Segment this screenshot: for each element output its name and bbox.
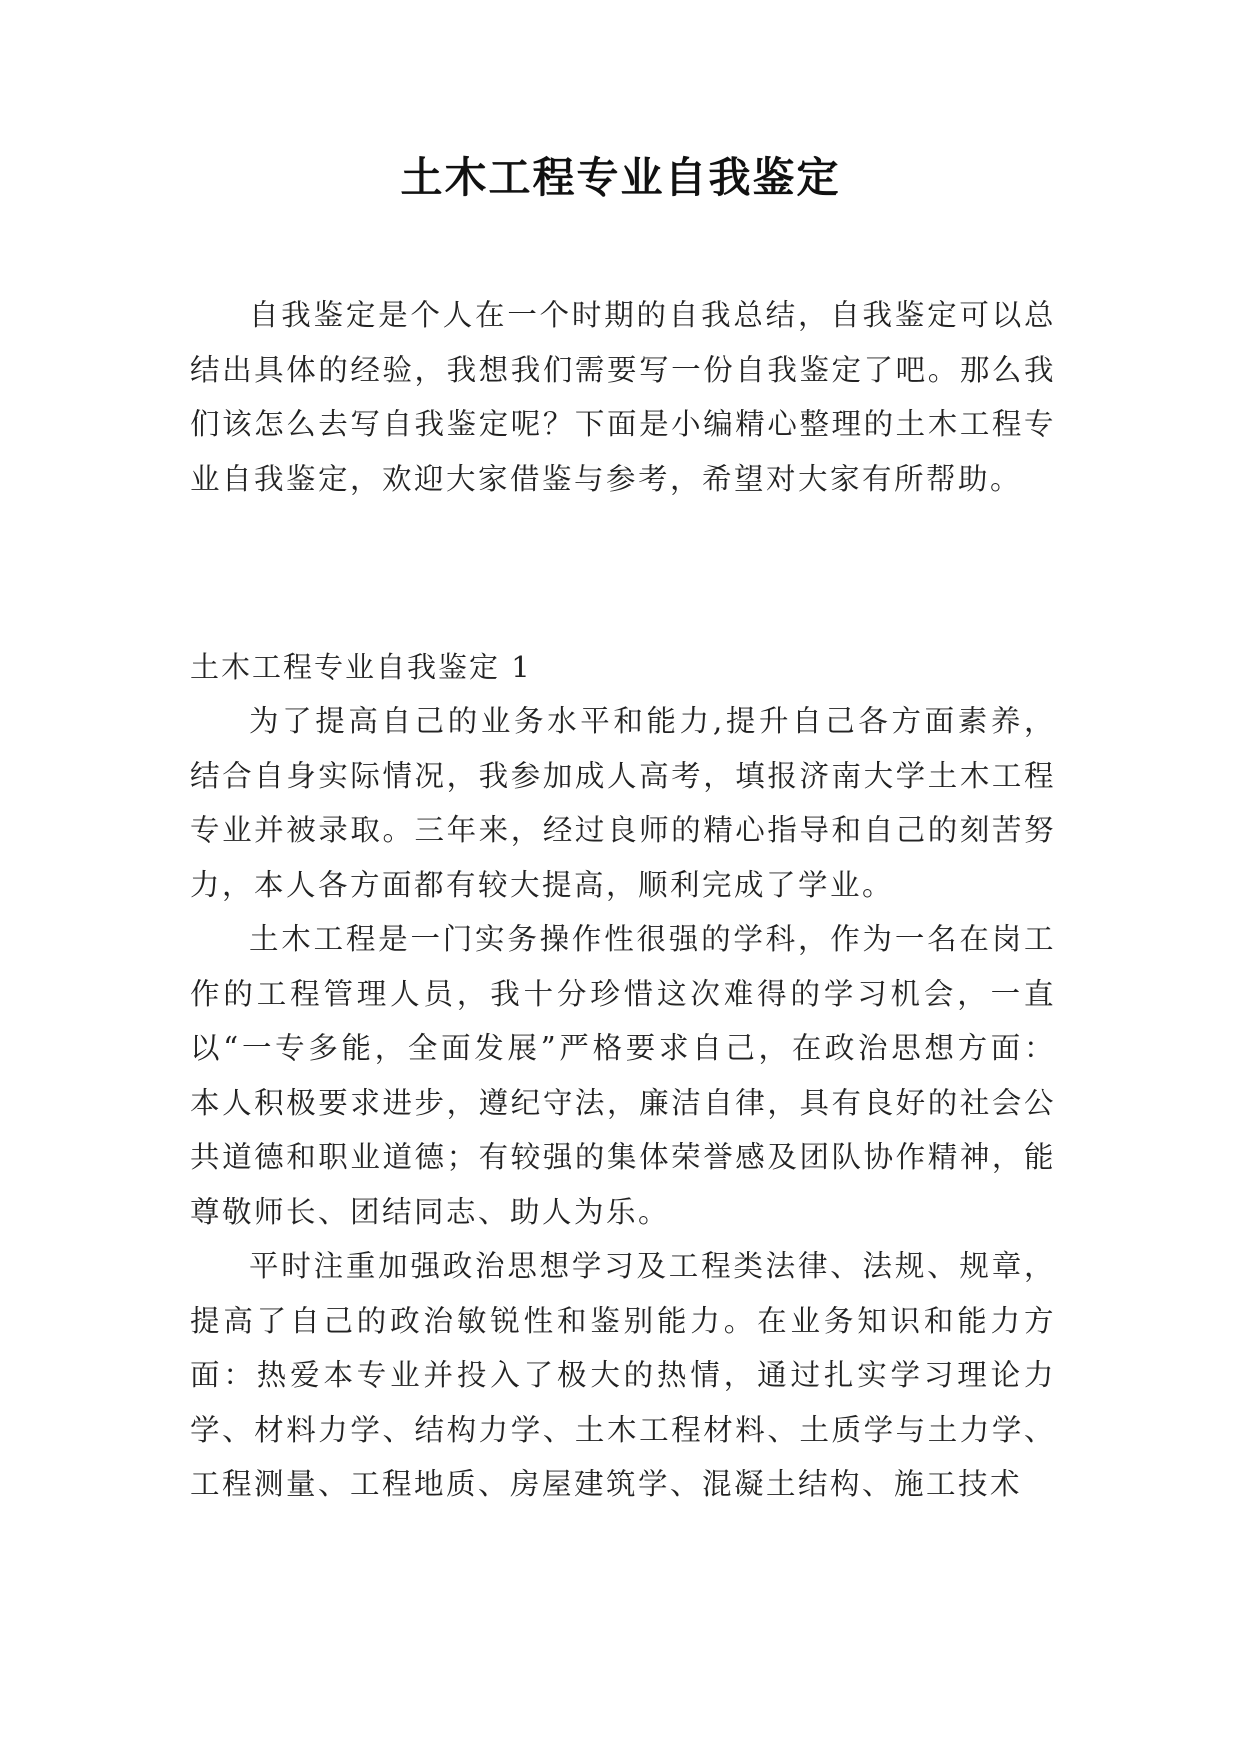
intro-section [190,288,1056,506]
document-title: 土木工程专业自我鉴定 [400,153,841,202]
body-paragraph-2: 土木工程是一门实务操作性很强的学科，作为一名在岗工作的工程管理人员，我十分珍惜这次难得的学习机会，一直以“一专多能，全面发展”严格要求自己，在政治思想方面：本人积极要求进步，遵纪守法，廉洁自律，具有良好的社会公共道德和职业道德；有较强的集体荣誉感及团队协作精神，能尊敬师长、团结同志、助人为乐。 [190,922,1056,1229]
body-paragraph-3: 平时注重加强政治思想学习及工程类法律、法规、规章，提高了自己的政治敏锐性和鉴别能力。在业务知识和能力方面：热爱本专业并投入了极大的热情，通过扎实学习理论力学、材料力学、结构力学、土木工程材料、土质学与土力学、工程测量、工程地质、房屋建筑学、混凝土结构、施工技术 [190,1249,1056,1501]
section-body [190,694,1056,1512]
intro-paragraph: 自我鉴定是个人在一个时期的自我总结，自我鉴定可以总结出具体的经验，我想我们需要写一份自我鉴定了吧。那么我们该怎么去写自我鉴定呢？下面是小编精心整理的土木工程专业自我鉴定，欢迎大家借鉴与参考，希望对大家有所帮助。 [190,298,1056,496]
section-heading: 土木工程专业自我鉴定 1 [190,650,532,684]
body-paragraph-1: 为了提高自己的业务水平和能力,提升自己各方面素养，结合自身实际情况，我参加成人高考，填报济南大学土木工程专业并被录取。三年来，经过良师的精心指导和自己的刻苦努力，本人各方面都有较大提高，顺利完成了学业。 [190,704,1056,902]
